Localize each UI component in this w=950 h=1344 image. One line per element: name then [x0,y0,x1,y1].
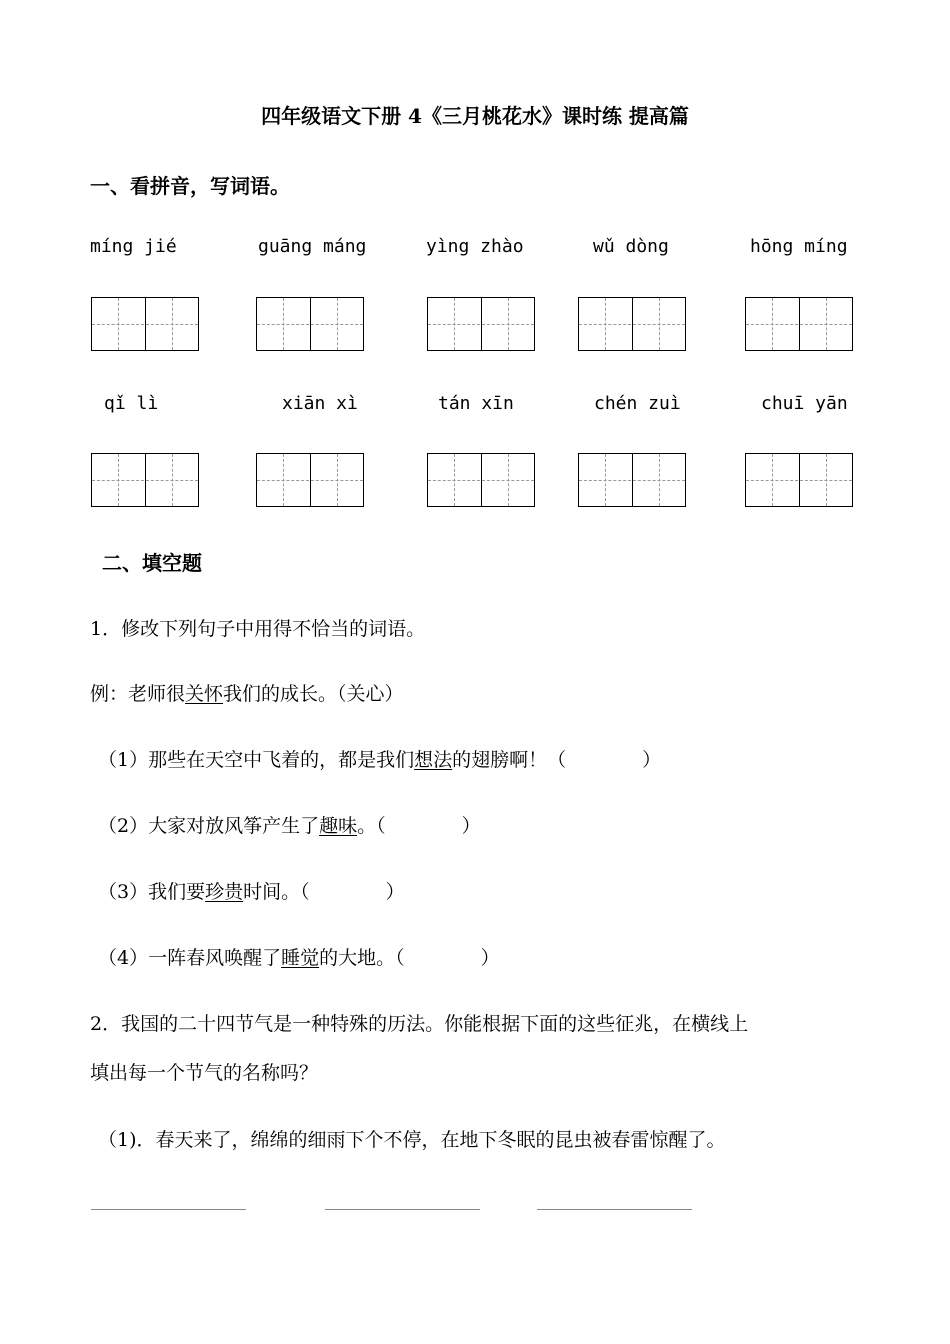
pinyin-1: míng jié [90,236,177,257]
q2-line-2: 填出每一个节气的名称吗？ [90,1062,319,1084]
pinyin-3: yìng zhào [426,236,524,257]
pinyin-10: chuī yān [761,393,848,414]
writing-box[interactable] [745,453,853,507]
answer-blank[interactable] [91,1209,246,1210]
q1-prompt: 1．修改下列句子中用得不恰当的词语。 [90,618,426,640]
section2-heading: 二、填空题 [102,551,202,575]
writing-box[interactable] [745,297,853,351]
pinyin-8: tán xīn [438,393,514,414]
pinyin-2: guāng máng [258,236,367,257]
writing-box[interactable] [256,297,364,351]
writing-box[interactable] [91,297,199,351]
writing-box[interactable] [578,453,686,507]
underlined-word: 想法 [414,749,453,771]
writing-box[interactable] [427,297,535,351]
pinyin-7: xiān xì [282,393,358,414]
section1-heading: 一、看拼音，写词语。 [90,174,290,198]
writing-box[interactable] [91,453,199,507]
pinyin-9: chén zuì [594,393,681,414]
underlined-word: 睡觉 [281,947,320,969]
q1-item-4: （4）一阵春风唤醒了睡觉的大地。（ ） [98,947,500,969]
q1-item-1: （1）那些在天空中飞着的，都是我们想法的翅膀啊！（ ） [98,749,662,771]
example-line: 例：老师很关怀我们的成长。（关心） [90,683,404,705]
underlined-word: 趣味 [319,815,358,837]
answer-blank[interactable] [325,1209,480,1210]
underlined-word: 关怀 [185,683,224,705]
q1-item-2: （2）大家对放风筝产生了趣味。（ ） [98,815,481,837]
writing-box[interactable] [256,453,364,507]
writing-box[interactable] [427,453,535,507]
page-title: 四年级语文下册 4《三月桃花水》课时练 提高篇 [261,104,689,128]
q1-item-3: （3）我们要珍贵时间。（ ） [98,881,405,903]
pinyin-5: hōng míng [750,236,848,257]
pinyin-4: wǔ dòng [593,236,669,257]
writing-box[interactable] [578,297,686,351]
q2-item-1: （1)．春天来了，绵绵的细雨下个不停，在地下冬眠的昆虫被春雷惊醒了。 [98,1129,726,1151]
q2-line-1: 2．我国的二十四节气是一种特殊的历法。你能根据下面的这些征兆，在横线上 [90,1013,749,1035]
pinyin-6: qǐ lì [104,393,159,414]
answer-blank[interactable] [537,1209,692,1210]
underlined-word: 珍贵 [205,881,244,903]
